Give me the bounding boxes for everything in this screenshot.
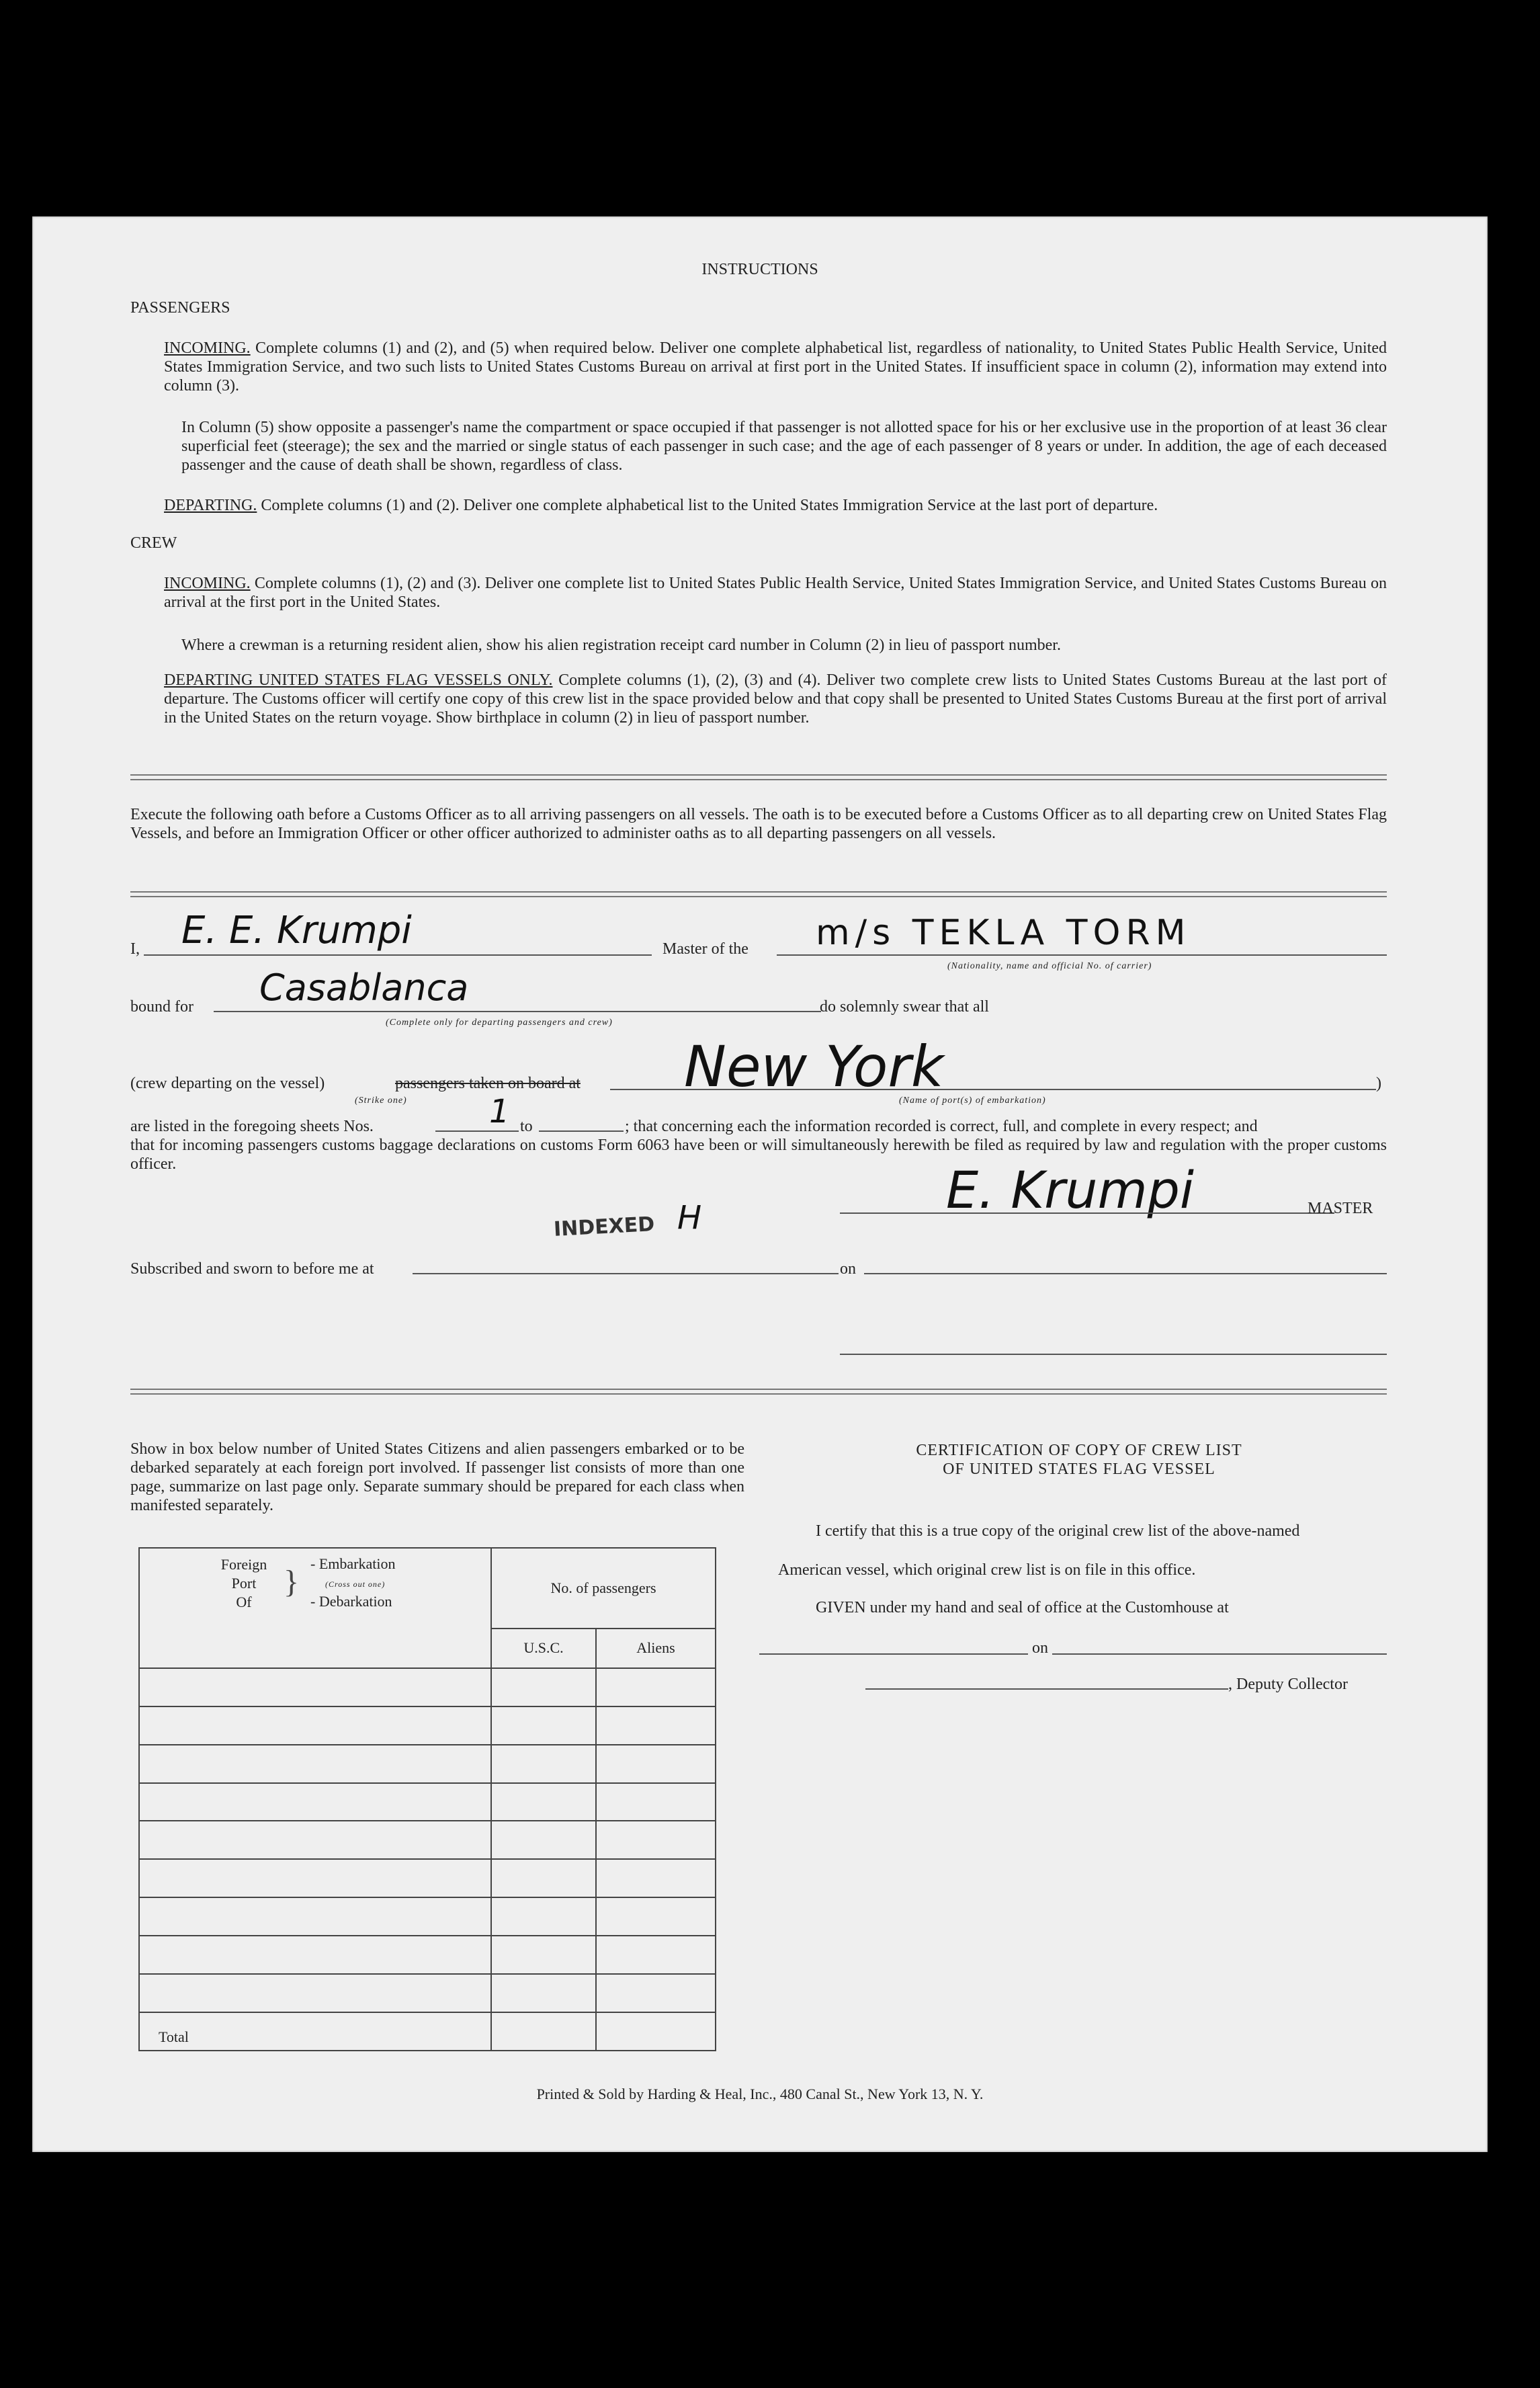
summary-cell[interactable] <box>491 1821 596 1859</box>
summary-cell[interactable] <box>596 1859 716 1897</box>
listed-text-2: ; that concerning each the information recorded is correct, full, and complete in every respect; and <box>625 1118 1258 1135</box>
total-label: Total <box>139 2012 491 2051</box>
master-name-handwriting: E. E. Krumpi <box>181 909 412 952</box>
summary-cell[interactable] <box>596 1897 716 1936</box>
crew-departing-paragraph <box>164 671 1387 727</box>
certify-text-2: American vessel, which original crew list is on file in this office. <box>778 1561 1196 1579</box>
summary-cell[interactable] <box>491 1859 596 1897</box>
crew-heading: CREW <box>130 534 177 552</box>
sheet-from-line <box>435 1130 519 1132</box>
summary-cell[interactable] <box>491 1974 596 2012</box>
indexed-stamp: INDEXED <box>553 1212 656 1241</box>
summary-cell[interactable] <box>139 1821 491 1859</box>
vessel-caption: (Nationality, name and official No. of carrier) <box>947 961 1152 971</box>
subscribed-on-label: on <box>840 1260 856 1278</box>
master-label: MASTER <box>1308 1200 1373 1217</box>
crew-incoming-text: Complete columns (1), (2) and (3). Deliver one complete list to United States Public Health Service, United States Immigration Service, and United States Customs Bureau on arrival at the first port in the United States. <box>164 575 1387 611</box>
deputy-collector-label: , Deputy Collector <box>1228 1676 1348 1693</box>
summary-cell[interactable] <box>596 1745 716 1783</box>
master-of-label: Master of the <box>662 940 748 958</box>
bound-for-label: bound for <box>130 998 194 1016</box>
certification-title-1: CERTIFICATION OF COPY OF CREW LIST <box>916 1442 1242 1459</box>
listed-text-3: that for incoming passengers customs baggage declarations on customs Form 6063 have been or will simultaneously herewith be filed as required by law and regulation with the proper customs officer. <box>130 1137 1387 1173</box>
oath-i-label: I, <box>130 940 140 958</box>
summary-cell[interactable] <box>596 1821 716 1859</box>
foreign-port-header <box>139 1548 491 1668</box>
sheet-from-handwriting: 1 <box>489 1093 510 1130</box>
divider <box>130 891 1387 897</box>
summary-cell[interactable] <box>596 1706 716 1745</box>
passengers-incoming-label: INCOMING. <box>164 339 251 357</box>
of-label: Of <box>236 1594 252 1610</box>
officer-signature-line <box>840 1354 1387 1355</box>
summary-cell[interactable] <box>139 1859 491 1897</box>
summary-cell[interactable] <box>596 1974 716 2012</box>
port-caption: (Name of port(s) of embarkation) <box>899 1096 1046 1106</box>
close-paren: ) <box>1376 1075 1381 1092</box>
summary-cell[interactable] <box>596 1783 716 1821</box>
aliens-header: Aliens <box>596 1629 716 1668</box>
to-label: to <box>520 1118 533 1135</box>
summary-cell[interactable] <box>596 1668 716 1706</box>
summary-cell[interactable] <box>139 1706 491 1745</box>
passengers-column5-text: In Column (5) show opposite a passenger's name the compartment or space occupied if that passenger is not allotted space for his or her exclusive use in the proportion of at least 36 clear superficial feet (steerage); the sex and the married or single status of each passenger in such case; and the age of each passenger of 8 years or under. In addition, the age of each deceased passenger and the cause of death shall be shown, regardless of class. <box>181 419 1387 474</box>
certification-on-label: on <box>1032 1639 1048 1657</box>
subscribed-date-line <box>864 1273 1387 1274</box>
cross-out-caption: (Cross out one) <box>325 1579 386 1589</box>
form-page <box>32 216 1488 2152</box>
swear-text: do solemnly swear that all <box>820 998 989 1016</box>
usc-header: U.S.C. <box>491 1629 596 1668</box>
summary-cell[interactable] <box>139 1745 491 1783</box>
total-aliens-cell[interactable] <box>596 2012 716 2051</box>
indexed-mark-handwriting: H <box>677 1199 702 1237</box>
signature-handwriting: E. Krumpi <box>946 1160 1194 1220</box>
bound-for-line <box>214 1011 821 1012</box>
port-label: Port <box>231 1575 257 1592</box>
crew-incoming-label: INCOMING. <box>164 575 251 592</box>
crew-incoming-paragraph <box>164 574 1387 612</box>
vessel-line <box>777 954 1387 956</box>
passenger-summary-table <box>138 1547 716 2051</box>
total-usc-cell[interactable] <box>491 2012 596 2051</box>
brace-icon: } <box>284 1564 300 1600</box>
port-line <box>610 1089 1376 1090</box>
strike-caption: (Strike one) <box>355 1096 407 1106</box>
passengers-departing-label: DEPARTING. <box>164 497 257 514</box>
printer-footer: Printed & Sold by Harding & Heal, Inc., 480 Canal St., New York 13, N. Y. <box>536 2086 984 2102</box>
summary-cell[interactable] <box>139 1936 491 1974</box>
passengers-heading: PASSENGERS <box>130 299 230 317</box>
subscribed-text: Subscribed and sworn to before me at <box>130 1260 374 1278</box>
deputy-signature-line <box>865 1688 1228 1690</box>
passengers-taken-text: passengers taken on board at <box>395 1075 581 1092</box>
summary-cell[interactable] <box>491 1897 596 1936</box>
passengers-incoming-text: Complete columns (1) and (2), and (5) when required below. Deliver one complete alphabetical list, regardless of nationality, to United States Public Health Service, United States Immigration Service, and two such lists to United States Customs Bureau on arrival at first port in the United States. If insufficient space in column (2), information may extend into column (3). <box>164 339 1387 395</box>
passengers-departing-paragraph <box>164 496 1387 515</box>
summary-cell[interactable] <box>139 1897 491 1936</box>
customhouse-line <box>759 1653 1028 1655</box>
summary-cell[interactable] <box>139 1783 491 1821</box>
summary-cell[interactable] <box>139 1668 491 1706</box>
summary-cell[interactable] <box>491 1668 596 1706</box>
passengers-departing-text: Complete columns (1) and (2). Deliver one complete alphabetical list to the United States Immigration Service at the last port of departure. <box>261 497 1158 514</box>
port-handwriting: New York <box>684 1034 944 1100</box>
instructions-title: INSTRUCTIONS <box>701 261 818 278</box>
crew-departing-text: Complete columns (1), (2), (3) and (4). Deliver two complete crew lists to United States Customs Bureau at the last port of departure. The Customs officer will certify one copy of this crew list in the space provided below and that copy shall be presented to United States Customs Bureau at the first port of arrival in the United States on the return voyage. Show birthplace in column (2) in lieu of passport number. <box>164 671 1387 727</box>
no-passengers-header: No. of passengers <box>491 1548 716 1629</box>
crew-alien-text: Where a crewman is a returning resident alien, show his alien registration receipt card number in Column (2) in lieu of passport number. <box>181 636 1061 654</box>
subscribed-place-line <box>413 1273 839 1274</box>
summary-cell[interactable] <box>491 1783 596 1821</box>
sheet-to-line <box>539 1130 624 1132</box>
certify-text-1: I certify that this is a true copy of the original crew list of the above-named <box>816 1522 1300 1540</box>
certification-date-line <box>1052 1653 1387 1655</box>
certification-title-2: OF UNITED STATES FLAG VESSEL <box>943 1460 1215 1478</box>
embarkation-label: - Embarkation <box>310 1555 396 1572</box>
summary-cell[interactable] <box>491 1936 596 1974</box>
summary-instructions: Show in box below number of United States Citizens and alien passengers embarked or to be debarked separately at each foreign port involved. If passenger list consists of more than one page, summarize on last page only. Separate summary should be prepared for each class when manifested separately. <box>130 1440 744 1514</box>
oath-intro: Execute the following oath before a Customs Officer as to all arriving passengers on all vessels. The oath is to be executed before a Customs Officer as to all departing crew on United States Flag Vessels, and before an Immigration Officer or other officer authorized to administer oaths as to all departing passengers on all vessels. <box>130 806 1387 842</box>
bound-caption: (Complete only for departing passengers and crew) <box>386 1018 613 1028</box>
divider <box>130 1389 1387 1395</box>
master-name-line <box>144 954 652 956</box>
summary-cell[interactable] <box>491 1745 596 1783</box>
summary-cell[interactable] <box>491 1706 596 1745</box>
summary-cell[interactable] <box>139 1974 491 2012</box>
foreign-label: Foreign <box>220 1556 267 1573</box>
signature-line <box>840 1212 1334 1214</box>
listed-text-1: are listed in the foregoing sheets Nos. <box>130 1118 374 1135</box>
divider <box>130 774 1387 780</box>
crew-departing-label: DEPARTING UNITED STATES FLAG VESSELS ONLY. <box>164 671 553 689</box>
summary-cell[interactable] <box>596 1936 716 1974</box>
vessel-handwriting: m/s TEKLA TORM <box>816 913 1191 953</box>
given-text: GIVEN under my hand and seal of office at the Customhouse at <box>816 1599 1229 1616</box>
debarkation-label: - Debarkation <box>310 1593 392 1610</box>
passengers-incoming-paragraph <box>164 339 1387 395</box>
bound-for-handwriting: Casablanca <box>259 966 469 1009</box>
crew-departing-text: (crew departing on the vessel) <box>130 1075 325 1092</box>
